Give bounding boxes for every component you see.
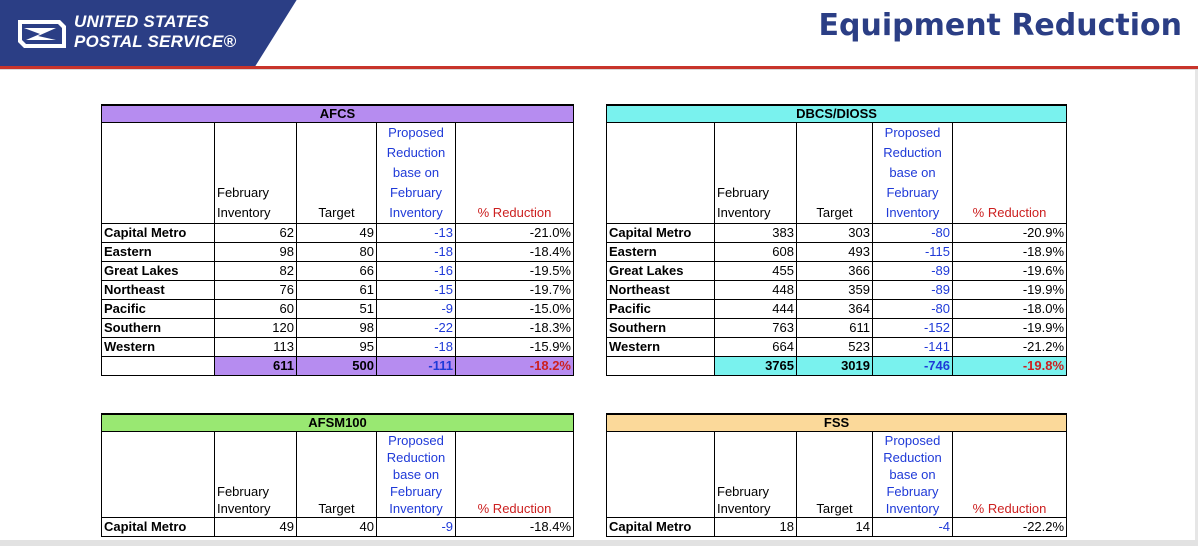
proposed-reduction-header: Proposed Reduction base on February Inventory <box>873 123 953 224</box>
table-row: Pacific 444 364 -80 -18.0% <box>607 300 1067 319</box>
org-line-2: POSTAL SERVICE® <box>74 32 237 51</box>
bottom-scrollbar[interactable] <box>0 540 1198 546</box>
table-row: Capital Metro 49 40 -9 -18.4% <box>102 518 574 537</box>
pct-reduction-header: % Reduction <box>456 432 574 518</box>
dbcs-title: DBCS/DIOSS <box>607 105 1067 123</box>
column-header-row <box>102 432 574 518</box>
region-header <box>607 432 715 518</box>
target-header: Target <box>297 123 377 224</box>
table-title-row <box>607 105 1067 123</box>
column-header-row <box>102 123 574 224</box>
afcs-title: AFCS <box>102 105 574 123</box>
table-row: Northeast 76 61 -15 -19.7% <box>102 281 574 300</box>
target-header: Target <box>797 123 873 224</box>
afcs-table <box>101 104 574 376</box>
target-header: Target <box>297 432 377 518</box>
column-header-row <box>607 123 1067 224</box>
fss-table <box>606 413 1067 537</box>
proposed-reduction-header: Proposed Reduction base on February Inventory <box>873 432 953 518</box>
table-row: Capital Metro 18 14 -4 -22.2% <box>607 518 1067 537</box>
pct-reduction-header: % Reduction <box>456 123 574 224</box>
fss-title: FSS <box>607 414 1067 432</box>
divider <box>0 69 1198 70</box>
org-line-1: UNITED STATES <box>74 12 210 31</box>
column-header-row <box>607 432 1067 518</box>
afsm100-title: AFSM100 <box>102 414 574 432</box>
eagle-logo-icon <box>16 14 68 52</box>
table-row: Capital Metro 383 303 -80 -20.9% <box>607 224 1067 243</box>
pct-reduction-header: % Reduction <box>953 432 1067 518</box>
region-header <box>607 123 715 224</box>
table-row: Eastern 98 80 -18 -18.4% <box>102 243 574 262</box>
february-inventory-header: February Inventory <box>715 432 797 518</box>
page-title: Equipment Reduction <box>818 8 1182 43</box>
header-banner <box>0 0 1198 66</box>
february-inventory-header: February Inventory <box>715 123 797 224</box>
table-title-row <box>102 414 574 432</box>
table-row: Pacific 60 51 -9 -15.0% <box>102 300 574 319</box>
table-row: Southern 763 611 -152 -19.9% <box>607 319 1067 338</box>
proposed-reduction-header: Proposed Reduction base on February Inventory <box>377 432 456 518</box>
table-title-row <box>607 414 1067 432</box>
afsm100-table <box>101 413 574 537</box>
table-row: Northeast 448 359 -89 -19.9% <box>607 281 1067 300</box>
table-row: Great Lakes 82 66 -16 -19.5% <box>102 262 574 281</box>
table-row: Southern 120 98 -22 -18.3% <box>102 319 574 338</box>
target-header: Target <box>797 432 873 518</box>
february-inventory-header: February Inventory <box>215 432 297 518</box>
usps-wordmark <box>74 12 236 52</box>
table-row: Western 113 95 -18 -15.9% <box>102 338 574 357</box>
total-row: 3765 3019 -746 -19.8% <box>607 357 1067 376</box>
dbcs-table <box>606 104 1067 376</box>
table-title-row <box>102 105 574 123</box>
region-header <box>102 432 215 518</box>
february-inventory-header: February Inventory <box>215 123 297 224</box>
proposed-reduction-header: Proposed Reduction base on February Inventory <box>377 123 456 224</box>
table-row: Great Lakes 455 366 -89 -19.6% <box>607 262 1067 281</box>
region-header <box>102 123 215 224</box>
table-row: Eastern 608 493 -115 -18.9% <box>607 243 1067 262</box>
pct-reduction-header: % Reduction <box>953 123 1067 224</box>
total-row: 611 500 -111 -18.2% <box>102 357 574 376</box>
table-row: Western 664 523 -141 -21.2% <box>607 338 1067 357</box>
table-row: Capital Metro 62 49 -13 -21.0% <box>102 224 574 243</box>
